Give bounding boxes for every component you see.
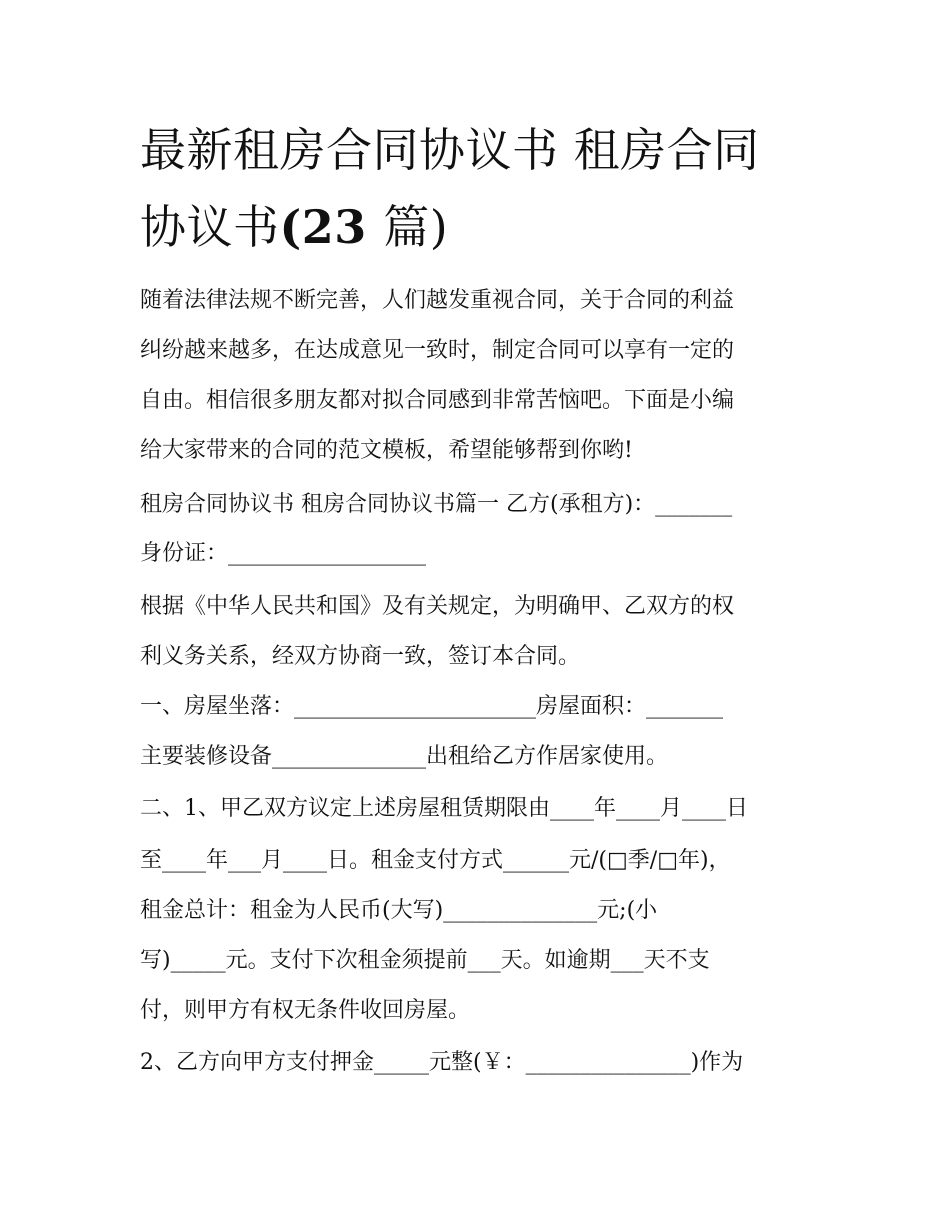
intro-line-3: 自由。相信很多朋友都对拟合同感到非常苦恼吧。下面是小编 <box>140 388 735 413</box>
intro-line-1: 随着法律法规不断完善，人们越发重视合同，关于合同的利益 <box>140 288 735 313</box>
clause-2-line-3: 租金总计：租金为人民币(大写)______________元;(小 <box>140 898 658 923</box>
title-line-2-prefix: 协议书 <box>140 200 280 254</box>
clause-2-line-4: 写)_____元。支付下次租金须提前___天。如逾期___天不支 <box>140 948 710 973</box>
title-line-2-count: (23 <box>279 200 384 254</box>
section-heading-line: 租房合同协议书 租房合同协议书篇一 乙方(承租方)：_______ <box>140 492 733 517</box>
clause-2-line-2: 至____年___月____日。租金支付方式______元/(□季/□年)， <box>140 848 731 873</box>
intro-line-2: 纠纷越来越多，在达成意见一致时，制定合同可以享有一定的 <box>140 338 735 363</box>
clause-2-line-1: 二、1、甲乙双方议定上述房屋租赁期限由____年____月____日 <box>140 796 748 821</box>
clause-3-line-1: 2、乙方向甲方支付押金_____元整(￥：_______________)作为 <box>140 1050 744 1075</box>
intro-line-4: 给大家带来的合同的范文模板，希望能够帮到你哟! <box>140 438 633 463</box>
basis-line-2: 利义务关系，经双方协商一致，签订本合同。 <box>140 644 581 669</box>
clause-2-line-5: 付，则甲方有权无条件收回房屋。 <box>140 998 471 1023</box>
title-line-2-suffix: 篇) <box>383 200 449 254</box>
title-line-1: 最新租房合同协议书 租房合同 <box>140 123 760 177</box>
clause-1-line-2: 主要装修设备______________出租给乙方作居家使用。 <box>140 744 669 769</box>
document-title <box>140 112 820 266</box>
basis-line-1: 根据《中华人民共和国》及有关规定，为明确甲、乙双方的权 <box>140 594 735 619</box>
clause-1-line-1: 一、房屋坐落：______________________房屋面积：_______ <box>140 694 724 719</box>
id-card-line: 身份证：__________________ <box>140 541 427 566</box>
